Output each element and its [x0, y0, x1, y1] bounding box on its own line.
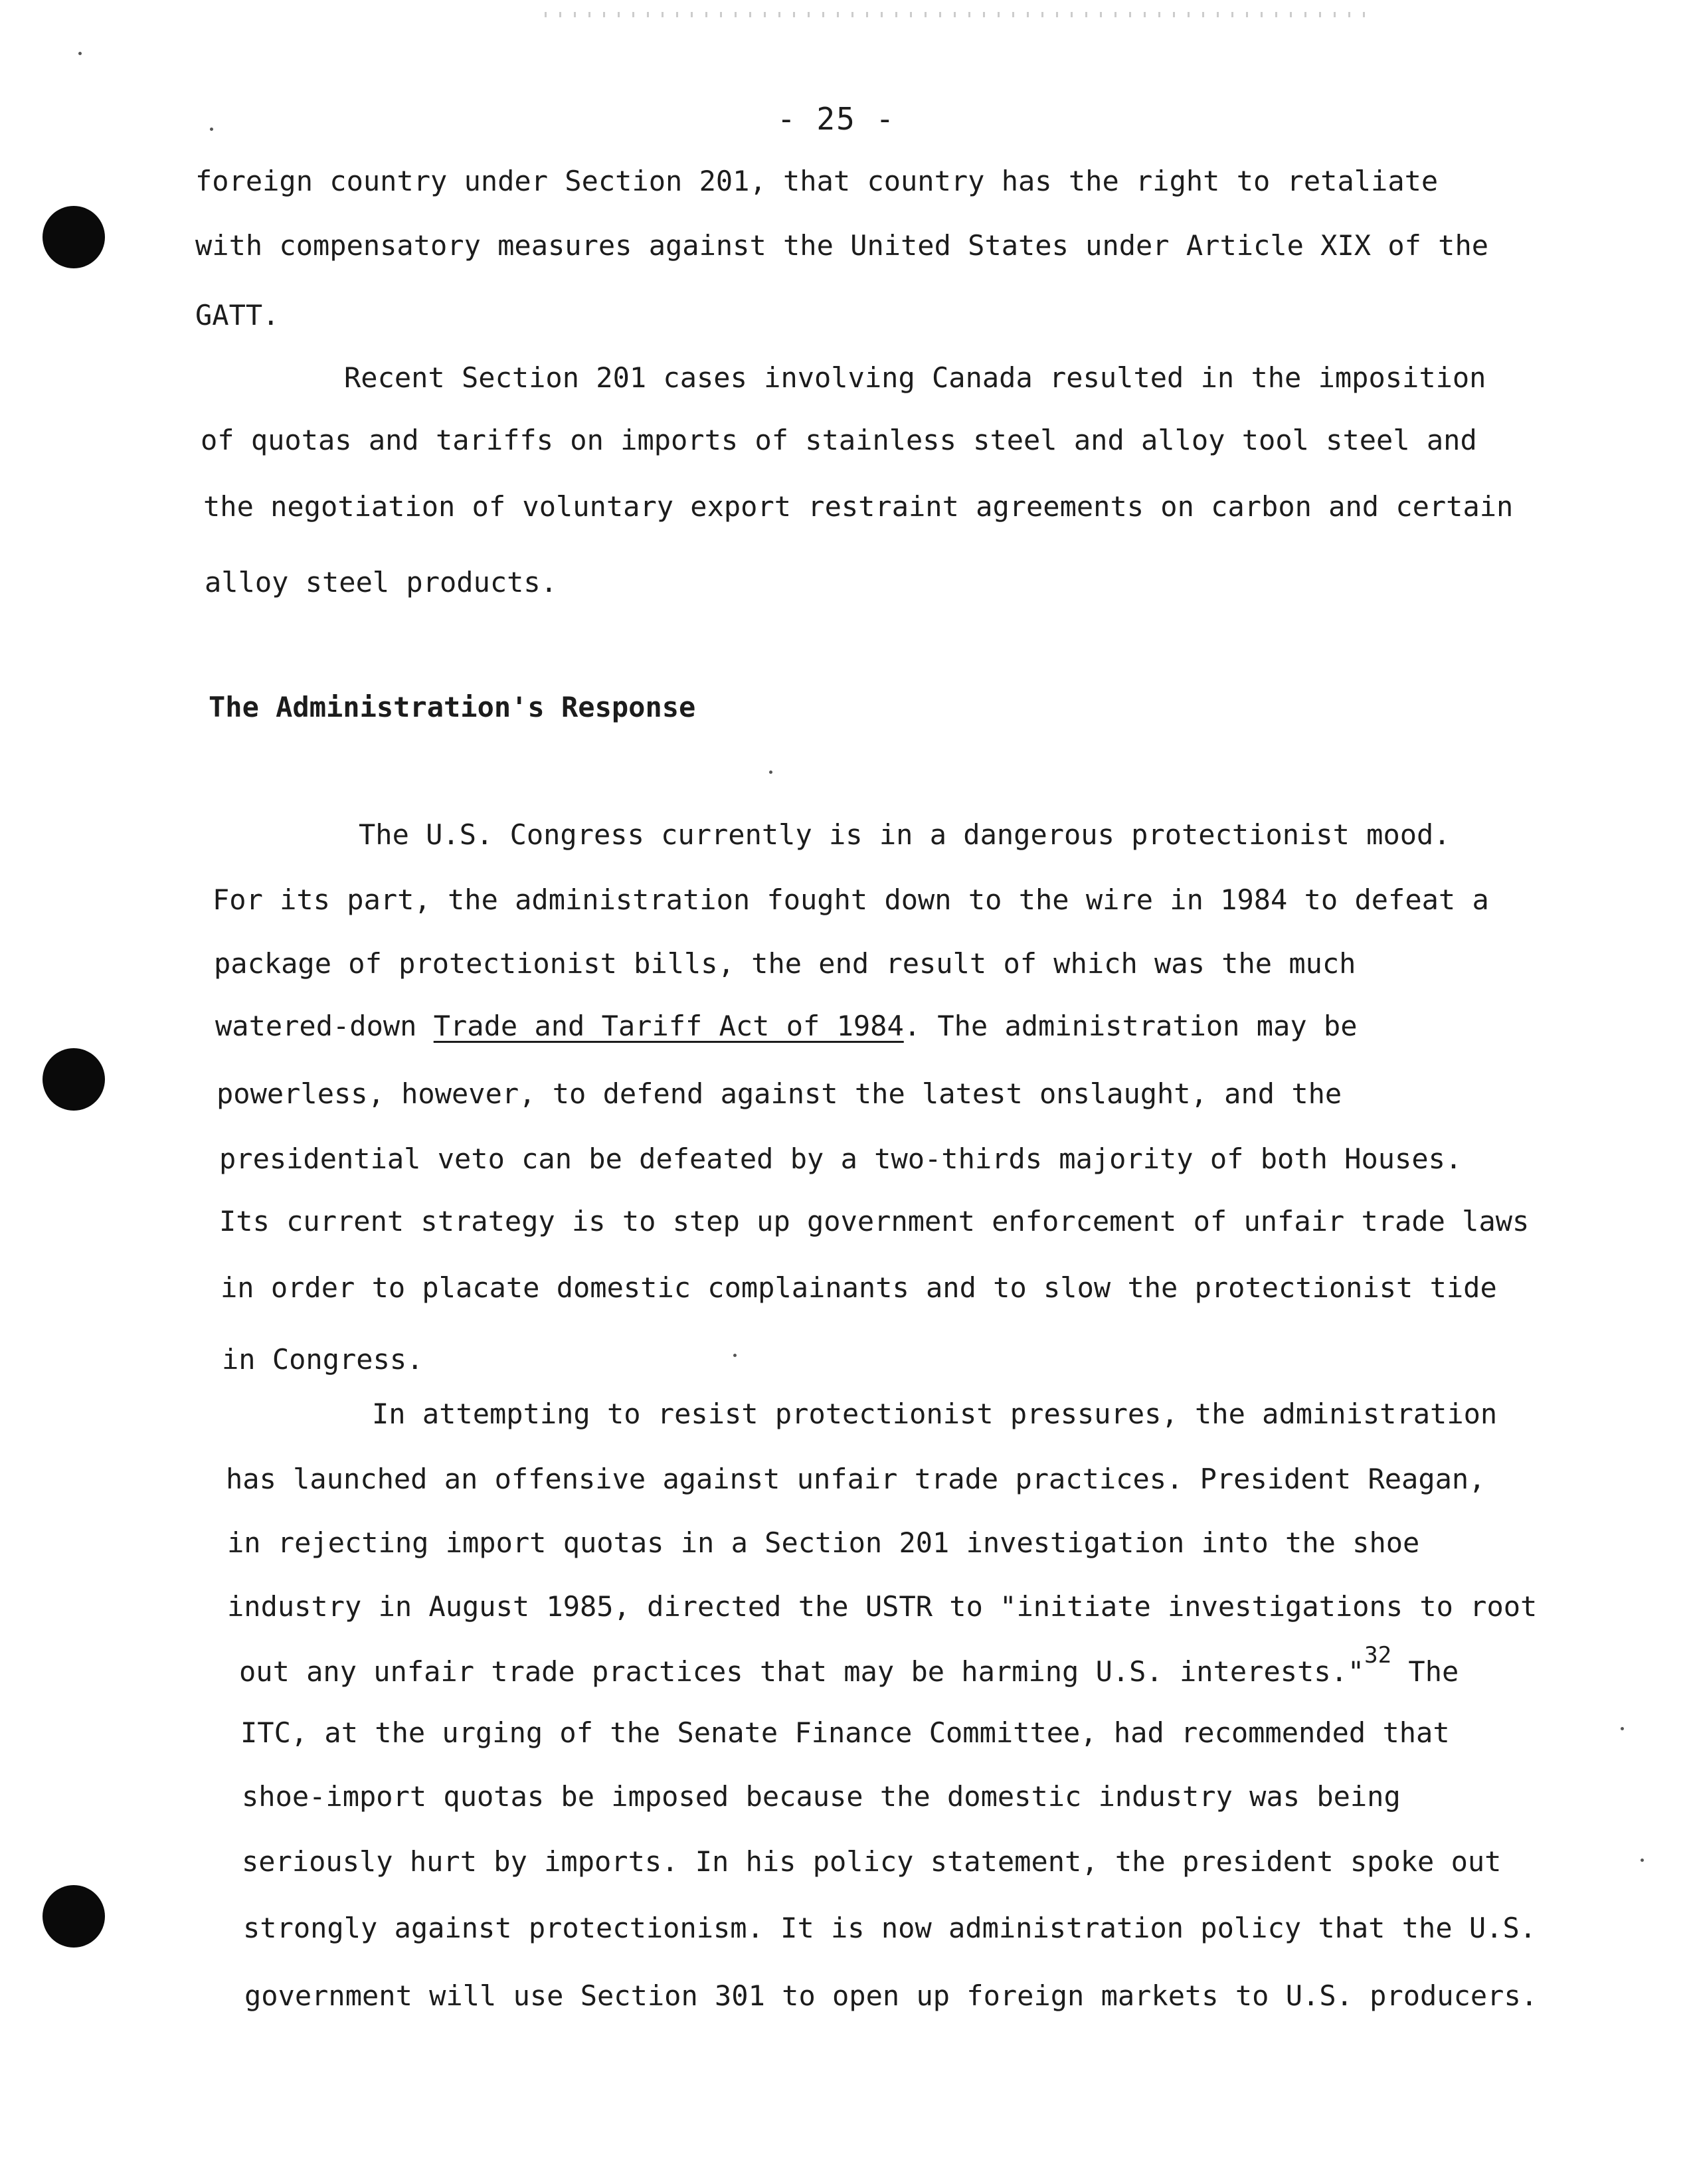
section-heading: The Administration's Response — [209, 691, 696, 723]
body-line: foreign country under Section 201, that country has the right to retaliate — [195, 165, 1439, 197]
body-line — [215, 1012, 1357, 1040]
body-line — [239, 1642, 1459, 1688]
body-line: shoe-import quotas be imposed because the domestic industry was being — [242, 1780, 1401, 1813]
body-line: package of protectionist bills, the end result of which was the much — [214, 947, 1356, 980]
scan-speck — [733, 1354, 737, 1357]
footnote-marker: 32 — [1364, 1642, 1392, 1669]
body-line: in rejecting import quotas in a Section 201 investigation into the shoe — [227, 1526, 1420, 1559]
body-line: presidential veto can be defeated by a two-thirds majority of both Houses. — [219, 1142, 1463, 1175]
body-line: The U.S. Congress currently is in a dangerous protectionist mood. — [359, 818, 1451, 851]
body-line: in order to placate domestic complainants and to slow the protectionist tide — [221, 1271, 1497, 1304]
scan-speck — [78, 52, 82, 55]
line-text: . The administration may be — [903, 1010, 1358, 1042]
scan-speck — [210, 128, 213, 131]
line-text: out any unfair trade practices that may be harming U.S. interests." — [239, 1655, 1365, 1688]
body-line: In attempting to resist protectionist pressures, the administration — [372, 1398, 1498, 1430]
body-line: of quotas and tariffs on imports of stainless steel and alloy tool steel and — [201, 424, 1477, 456]
body-line: GATT. — [195, 299, 280, 331]
body-line: government will use Section 301 to open up foreign markets to U.S. producers. — [244, 1979, 1538, 2012]
scan-speck — [1621, 1727, 1624, 1730]
scan-edge-artifact — [545, 12, 1368, 17]
body-line: the negotiation of voluntary export restraint agreements on carbon and certain — [203, 490, 1514, 523]
body-line: For its part, the administration fought down to the wire in 1984 to defeat a — [213, 883, 1489, 916]
body-line: ITC, at the urging of the Senate Finance Committee, had recommended that — [240, 1716, 1450, 1749]
page-number: - 25 - — [777, 101, 896, 137]
punch-hole-middle — [43, 1048, 105, 1111]
body-line: Recent Section 201 cases involving Canada resulted in the imposition — [344, 361, 1486, 394]
body-line: with compensatory measures against the United States under Article XIX of the — [195, 229, 1489, 262]
body-line: seriously hurt by imports. In his policy statement, the president spoke out — [242, 1845, 1502, 1878]
body-line: has launched an offensive against unfair trade practices. President Reagan, — [226, 1463, 1486, 1495]
body-line: powerless, however, to defend against the latest onslaught, and the — [217, 1077, 1342, 1110]
body-line: in Congress. — [222, 1343, 424, 1376]
act-title: Trade and Tariff Act of 1984 — [433, 1010, 904, 1042]
punch-hole-top — [43, 206, 105, 268]
body-line: strongly against protectionism. It is now administration policy that the U.S. — [243, 1912, 1537, 1944]
body-line: alloy steel products. — [205, 566, 558, 598]
line-text: watered-down — [215, 1010, 434, 1042]
scan-speck — [769, 771, 772, 774]
scan-speck — [1641, 1859, 1644, 1862]
punch-hole-bottom — [43, 1885, 105, 1948]
body-line: industry in August 1985, directed the USTR to "initiate investigations to root — [227, 1590, 1538, 1623]
line-text: The — [1391, 1655, 1459, 1688]
body-line: Its current strategy is to step up government enforcement of unfair trade laws — [219, 1205, 1530, 1237]
